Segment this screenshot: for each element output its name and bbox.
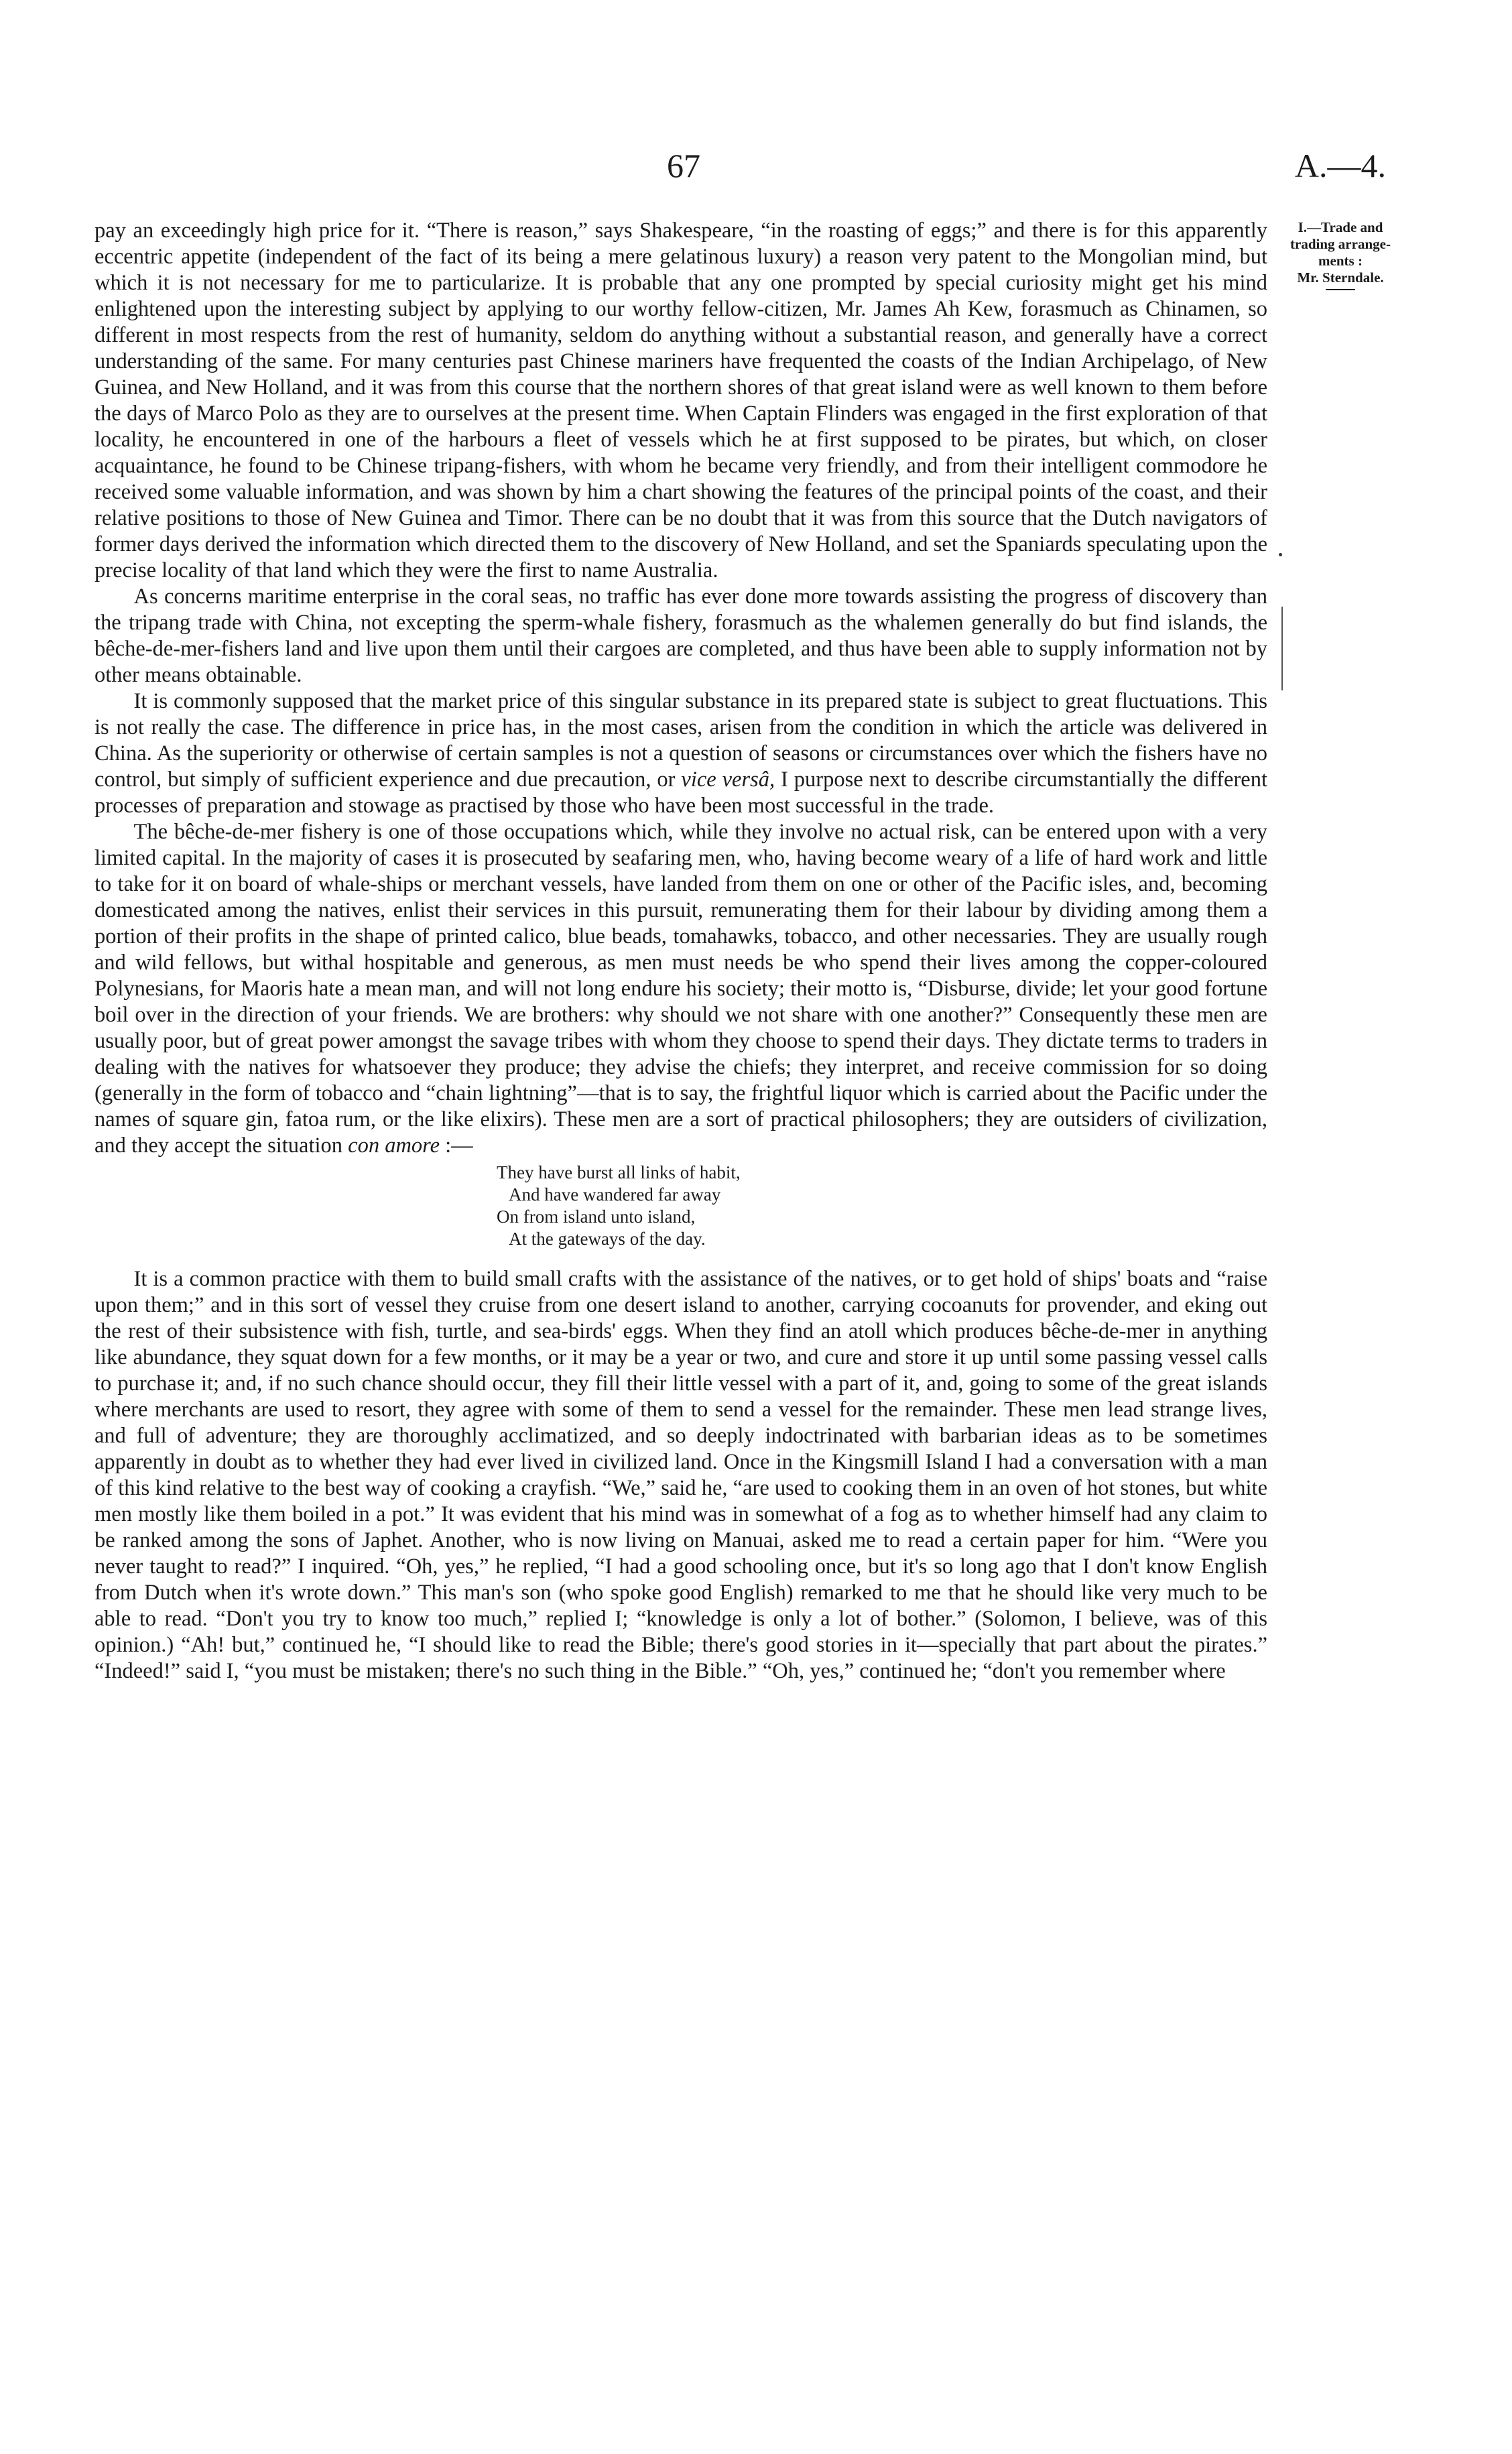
paragraph-text: :—: [445, 1133, 473, 1158]
sidenote-line: trading arrange-: [1290, 236, 1391, 252]
paragraph-text: It is commonly supposed that the market price of this singular substance in its prepared state is subject to great fluctuations. This is not really the case. The difference in price has, in the most cases, arisen from the condition in which the article was delivered in China. As the superiority or otherwise of certain samples is not a question of seasons or circumstances over which the fishers have no control, but simply of sufficient experience and due precaution, or: [94, 689, 1267, 792]
body-text: [94, 218, 1267, 1684]
italic-phrase: vice versâ,: [681, 768, 775, 792]
verse-line: At the gateways of the day.: [509, 1229, 706, 1249]
sidenote-rule: [1326, 289, 1355, 290]
margin-bracket: [1281, 607, 1292, 690]
paragraph: It is a common practice with them to build small crafts with the assistance of the natives, or to get hold of ships' boats and “raise upon them;” and in this sort of vessel they cruise from one desert island to another, carrying cocoanuts for provender, and eking out the rest of their subsistence with fish, turtle, and sea-birds' eggs. When they find an atoll which produces bêche-de-mer in anything like abundance, they squat down for a few months, or it may be a year or two, and cure and store it up until some passing vessel calls to purchase it; and, if no such chance should occur, they fill their little vessel with a part of it, and, going to some of the great islands where merchants are used to resort, they agree with some of them to send a vessel for the remainder. These men lead strange lives, and full of adventure; they are thoroughly acclimatized, and so deeply indoctrinated with barbarian ideas as to be sometimes apparently in doubt as to whether they had ever lived in civilized land. Once in the Kingsmill Island I had a conversation with a man of this kind relative to the best way of cooking a crayfish. “We,” said he, “are used to cooking them in an oven of hot stones, but white men mostly like them boiled in a pot.” It was evident that his mind was in somewhat of a fog as to whether himself had any claim to be ranked among the sons of Japhet. Another, who is now living on Manuai, asked me to read a certain paper for him. “Were you never taught to read?” I inquired. “Oh, yes,” he replied, “I had a good schooling once, but it's so long ago that I don't know English from Dutch when it's wrote down.” This man's son (who spoke good English) remarked to me that he should like very much to be able to read. “Don't you try to know too much,” replied I; “knowledge is only a lot of bother.” (Solomon, I believe, was of this opinion.) “Ah! but,” continued he, “I should like to read the Bible; there's good stories in it—specially that part about the pirates.” “Indeed!” said I, “you must be mistaken; there's no such thing in the Bible.” “Oh, yes,” continued he; “don't you remember where: [94, 1267, 1267, 1683]
margin-sidenote: [1277, 219, 1404, 290]
paragraph-text: The bêche-de-mer fishery is one of those occupations which, while they involve no actual risk, can be entered upon with a very limited capital. In the majority of cases it is prosecuted by seafaring men, who, having become weary of a life of hard work and little to take for it on board of whale-ships or merchant vessels, have landed from them on one or other of the Pacific isles, and, becoming domesticated among the natives, enlist their services in this pursuit, remunerating them for their labour by dividing among them a portion of their profits in the shape of printed calico, blue beads, tomahawks, tobacco, and other necessaries. They are usually rough and wild fellows, but withal hospitable and generous, as men must needs be who spend their lives among the copper-coloured Polynesians, for Maoris hate a mean man, and will not long endure his society; their motto is, “Disburse, divide; let your good fortune boil over in the direction of your friends. We are brothers: why should we not share with one another?” Consequently these men are usually poor, but of great power amongst the savage tribes with whom they choose to spend their days. They dictate terms to traders in dealing with the natives for whatsoever they produce; they advise the chiefs; they interpret, and receive commission for so doing (generally in the form of tobacco and “chain lightning”—that is to say, the frightful liquor which is carried about the Pacific under the names of square gin, fatoa rum, or the like elixirs). These men are a sort of practical philosophers; they are outsiders of civilization, and they accept the situation: [94, 820, 1267, 1158]
paragraph: As concerns maritime enterprise in the coral seas, no traffic has ever done more towards assisting the progress of discovery than the tripang trade with China, not excepting the sperm-whale fishery, forasmuch as the whalemen generally do but find islands, the bêche-de-mer-fishers land and live upon them until their cargoes are completed, and thus have been able to supply information not by other means obtainable.: [94, 585, 1267, 687]
sidenote-line: Mr. Sterndale.: [1297, 269, 1384, 286]
paragraph: [94, 819, 1267, 1159]
paragraph: pay an exceedingly high price for it. “There is reason,” says Shakespeare, “in the roasting of eggs;” and there is for this apparently eccentric appetite (independent of the fact of its being a mere gelatinous luxury) a reason very patent to the Mongolian mind, but which it is not necessary for me to particularize. It is probable that any one prompted by special curiosity might get his mind enlightened upon the interesting subject by applying to our worthy fellow-citizen, Mr. James Ah Kew, forasmuch as Chinamen, so different in most respects from the rest of humanity, seldom do anything without a substantial reason, and generally have a correct understanding of the same. For many centuries past Chinese mariners have frequented the coasts of the Indian Archipelago, of New Guinea, and New Holland, and it was from this course that the northern shores of that great island were as well known to them before the days of Marco Polo as they are to ourselves at the present time. When Captain Flinders was engaged in the first exploration of that locality, he encountered in one of the harbours a fleet of vessels which he at first supposed to be pirates, but which, on closer acquaintance, he found to be Chinese tripang-fishers, with whom he became very friendly, and from their intelligent commodore he received some valuable information, and was shown by him a chart showing the features of the principal points of the coast, and their relative positions to those of New Guinea and Timor. There can be no doubt that it was from this source that the Dutch navigators of former days derived the information which directed them to the discovery of New Holland, and set the Spaniards speculating upon the precise locality of that land which they were the first to name Australia.: [94, 219, 1267, 582]
document-reference: A.—4.: [1294, 147, 1386, 184]
verse-line: They have burst all links of habit,: [497, 1162, 741, 1182]
paragraph-text: I purpose next to describe circumstantially the different processes of preparation and stowage as practised by those who have been most successful in the trade.: [94, 768, 1267, 818]
verse-line: And have wandered far away: [509, 1184, 721, 1205]
page-number: 67: [667, 147, 700, 184]
sidenote-line: ments :: [1318, 253, 1363, 269]
verse-line: On from island unto island,: [497, 1207, 696, 1227]
italic-phrase: con amore: [348, 1133, 440, 1158]
margin-mark: [1279, 553, 1282, 556]
verse-quotation: [497, 1162, 1267, 1250]
sidenote-line: I.—Trade and: [1298, 219, 1383, 235]
paragraph: [94, 688, 1267, 819]
